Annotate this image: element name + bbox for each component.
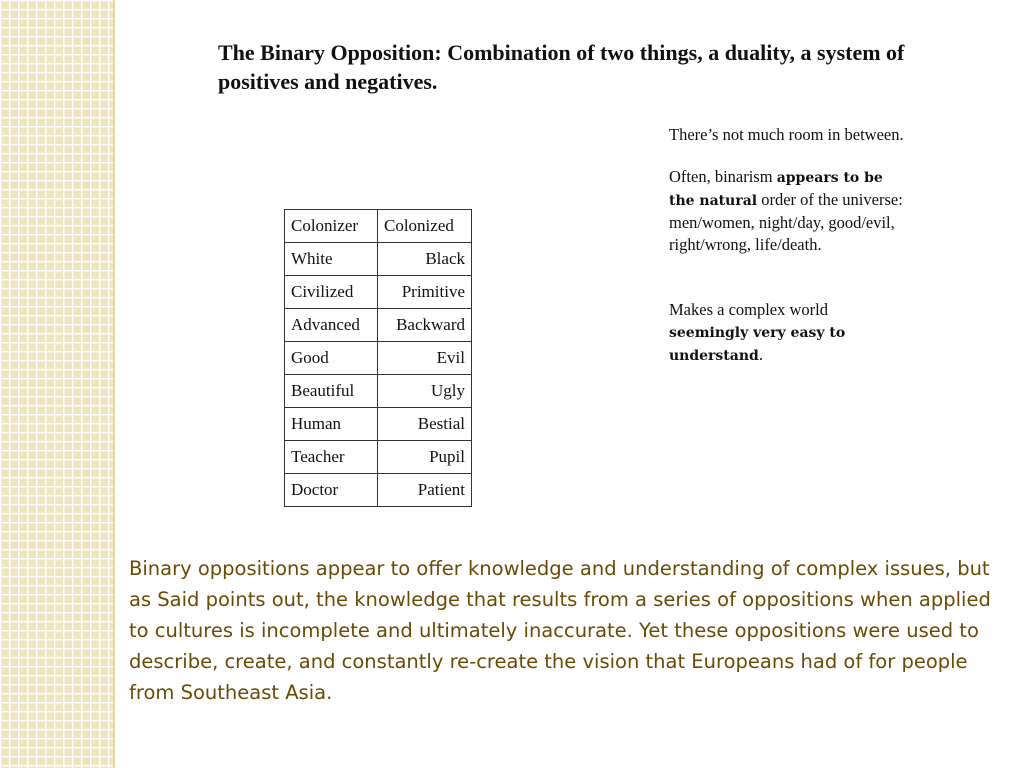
table-row	[285, 342, 472, 375]
table-row	[285, 276, 472, 309]
side-divider-line	[113, 0, 115, 768]
table-cell-right: Backward	[378, 309, 472, 342]
table-cell-right: Bestial	[378, 408, 472, 441]
table-row	[285, 408, 472, 441]
table-row	[285, 441, 472, 474]
table-row	[285, 474, 472, 507]
table-row	[285, 210, 472, 243]
table-cell-left: Advanced	[285, 309, 378, 342]
note-text: .	[758, 345, 763, 364]
note-text: Makes a complex world	[669, 300, 828, 319]
table-cell-left: Good	[285, 342, 378, 375]
table-cell-right: Primitive	[378, 276, 472, 309]
table-cell-right: Colonized	[378, 210, 472, 243]
table-cell-right: Pupil	[378, 441, 472, 474]
table-cell-left: Human	[285, 408, 378, 441]
table-cell-left: Teacher	[285, 441, 378, 474]
slide-title: The Binary Opposition: Combination of two things, a duality, a system of positives and negatives.	[218, 40, 905, 94]
binary-opposition-table	[284, 209, 472, 507]
note-natural-order	[669, 166, 909, 256]
note-room-between: There’s not much room in between.	[669, 125, 904, 144]
table-row	[285, 309, 472, 342]
note-text: Often, binarism	[669, 167, 777, 186]
table-cell-left: Civilized	[285, 276, 378, 309]
table-cell-left: Doctor	[285, 474, 378, 507]
table-row	[285, 375, 472, 408]
table-cell-right: Evil	[378, 342, 472, 375]
decorative-side-strip	[0, 0, 113, 768]
table-cell-left: White	[285, 243, 378, 276]
table-cell-right: Ugly	[378, 375, 472, 408]
table-cell-left: Colonizer	[285, 210, 378, 243]
table-row	[285, 243, 472, 276]
note-emphasis: seemingly very easy to understand	[669, 325, 846, 364]
body-paragraph: Binary oppositions appear to offer knowledge and understanding of complex issues, but as Said points out, the knowledge that results from a series of oppositions when applied to cultures is incomplete and ultimately inaccurate. Yet these oppositions were used to describe, create, and constantly re-create the vision that Europeans had of for people from Southeast Asia.	[129, 557, 991, 704]
table-cell-right: Black	[378, 243, 472, 276]
table-cell-left: Beautiful	[285, 375, 378, 408]
note-text: order of the universe: men/women, night/day, good/evil, right/wrong, life/death.	[669, 190, 903, 254]
side-notes	[669, 124, 909, 367]
table-cell-right: Patient	[378, 474, 472, 507]
note-emphasis: appears to be the natural	[669, 170, 883, 209]
note-complex-world	[669, 299, 909, 367]
